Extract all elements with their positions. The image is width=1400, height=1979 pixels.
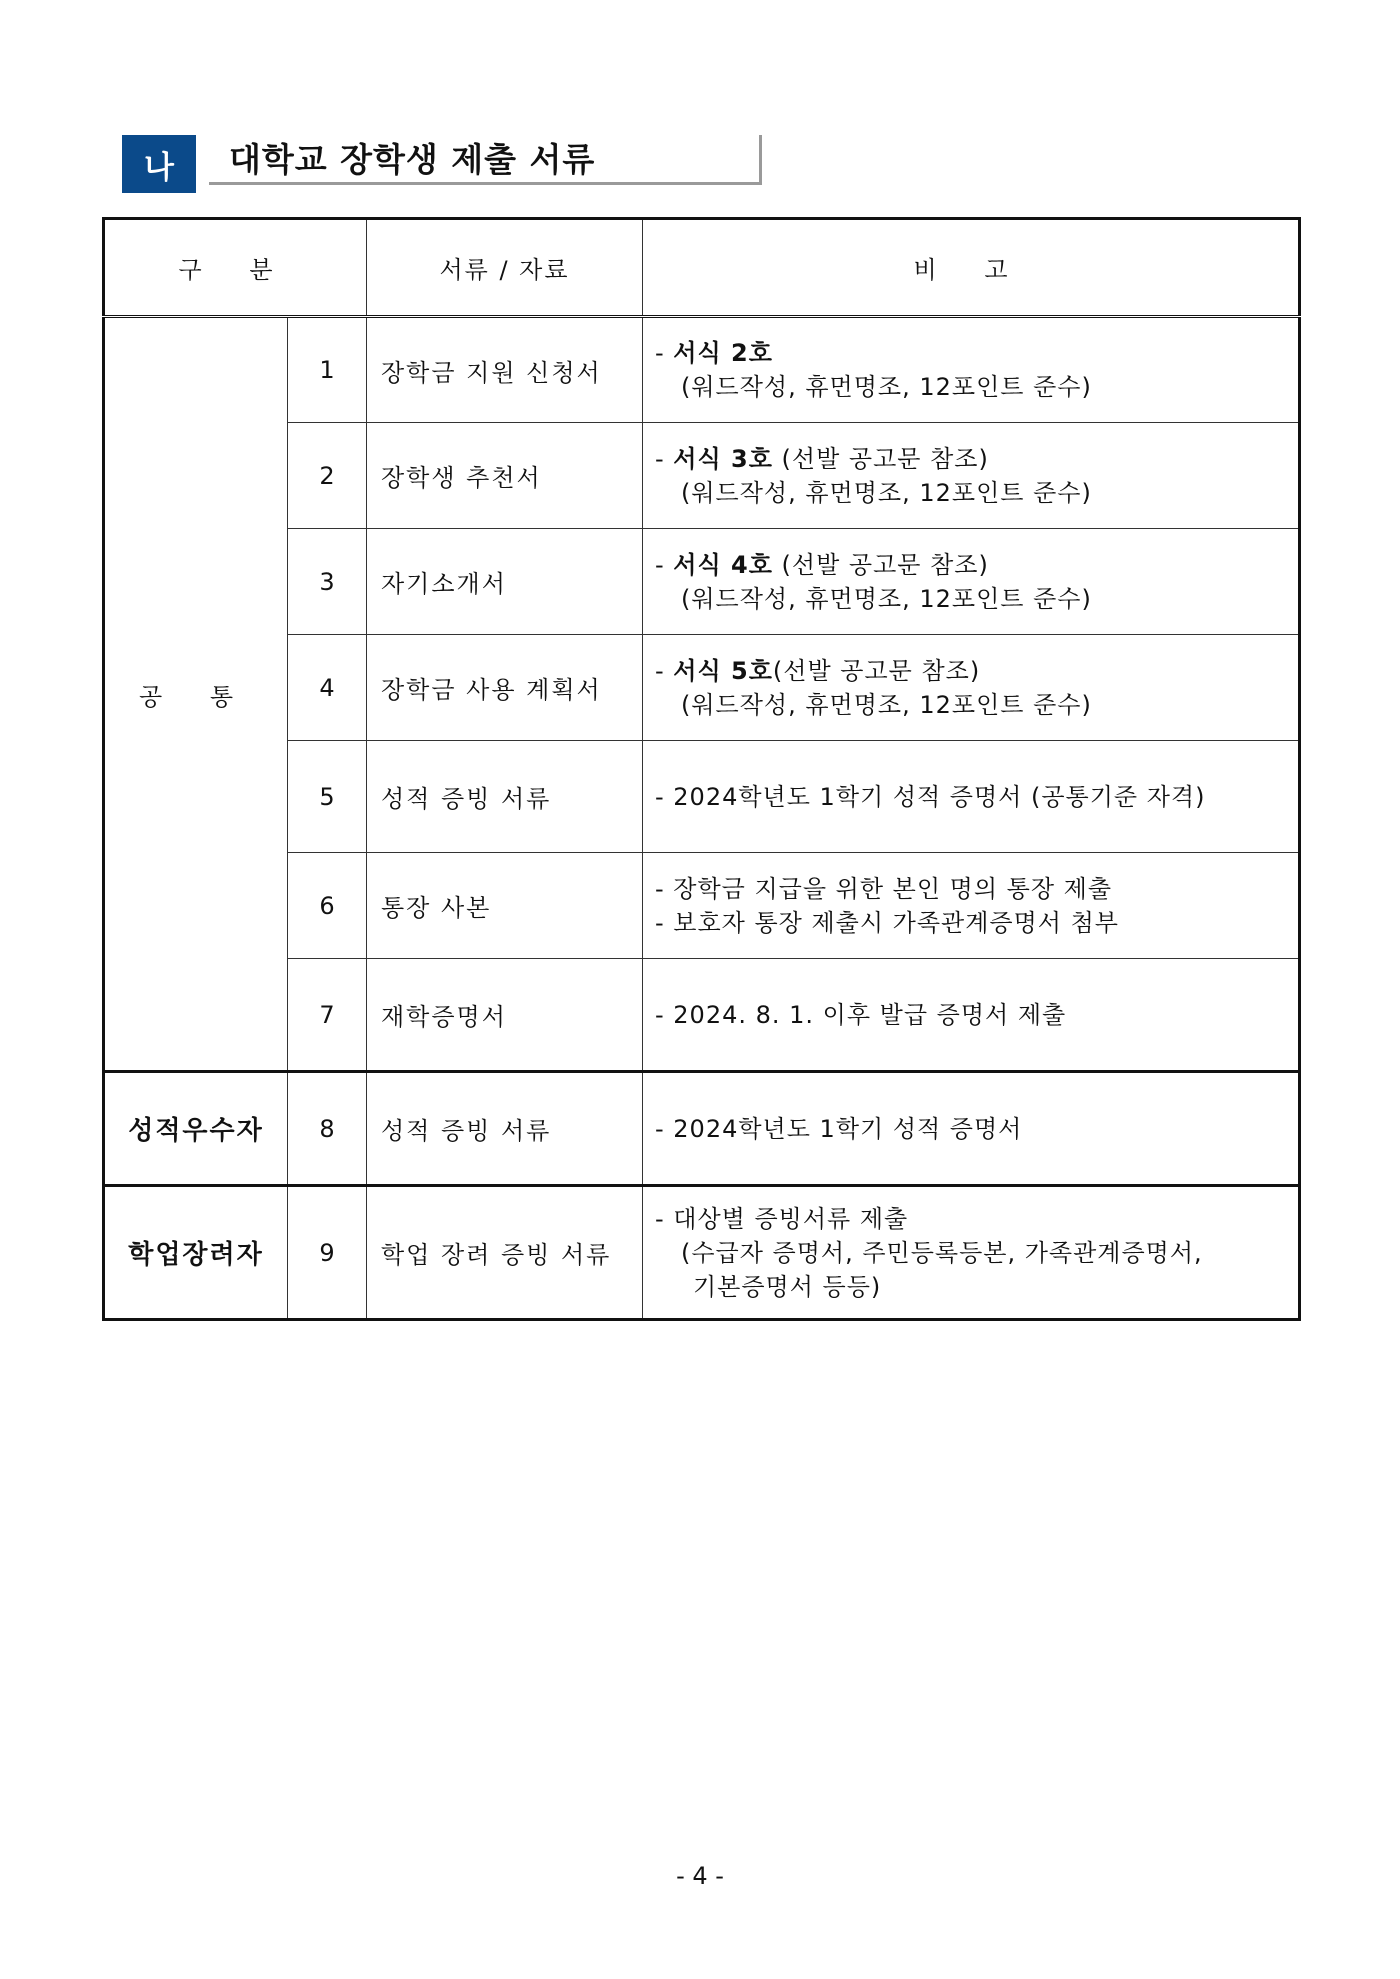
row-number: 5 xyxy=(288,741,367,853)
row-note: - 서식 4호 (선발 공고문 참조) (워드작성, 휴먼명조, 12포인트 준수) xyxy=(643,529,1300,635)
row-number: 8 xyxy=(288,1072,367,1186)
row-document: 통장 사본 xyxy=(367,853,643,959)
row-number: 4 xyxy=(288,635,367,741)
row-number: 9 xyxy=(288,1186,367,1320)
group-common: 공 통 xyxy=(104,317,288,1072)
row-note: - 2024학년도 1학기 성적 증명서 xyxy=(643,1072,1300,1186)
row-note: - 서식 5호(선발 공고문 참조) (워드작성, 휴먼명조, 12포인트 준수) xyxy=(643,635,1300,741)
row-document: 성적 증빙 서류 xyxy=(367,741,643,853)
section-badge: 나 xyxy=(122,135,196,193)
row-note: - 장학금 지급을 위한 본인 명의 통장 제출 - 보호자 통장 제출시 가족관계증명서 첨부 xyxy=(643,853,1300,959)
row-document: 재학증명서 xyxy=(367,959,643,1072)
row-document: 장학생 추천서 xyxy=(367,423,643,529)
row-document: 장학금 지원 신청서 xyxy=(367,317,643,423)
header-category: 구 분 xyxy=(104,219,367,317)
row-document: 학업 장려 증빙 서류 xyxy=(367,1186,643,1320)
row-note: - 서식 3호 (선발 공고문 참조) (워드작성, 휴먼명조, 12포인트 준수) xyxy=(643,423,1300,529)
row-number: 6 xyxy=(288,853,367,959)
group-encourage: 학업장려자 xyxy=(104,1186,288,1320)
table-row xyxy=(104,317,1300,423)
row-number: 3 xyxy=(288,529,367,635)
row-document: 성적 증빙 서류 xyxy=(367,1072,643,1186)
documents-table xyxy=(102,217,1301,1321)
group-excellent: 성적우수자 xyxy=(104,1072,288,1186)
row-number: 2 xyxy=(288,423,367,529)
section-header xyxy=(122,135,765,193)
table-row xyxy=(104,1072,1300,1186)
row-number: 1 xyxy=(288,317,367,423)
header-note: 비 고 xyxy=(643,219,1300,317)
table-header-row xyxy=(104,219,1300,317)
row-document: 자기소개서 xyxy=(367,529,643,635)
row-note: - 2024. 8. 1. 이후 발급 증명서 제출 xyxy=(643,959,1300,1072)
page-number: - 4 - xyxy=(676,1862,724,1890)
row-note: - 대상별 증빙서류 제출 (수급자 증명서, 주민등록등본, 가족관계증명서, 기본증명서 등등) xyxy=(643,1186,1300,1320)
row-note: - 2024학년도 1학기 성적 증명서 (공통기준 자격) xyxy=(643,741,1300,853)
header-document: 서류 / 자료 xyxy=(367,219,643,317)
section-title: 대학교 장학생 제출 서류 xyxy=(209,135,762,185)
row-note: - 서식 2호 (워드작성, 휴먼명조, 12포인트 준수) xyxy=(643,317,1300,423)
table-row xyxy=(104,1186,1300,1320)
row-number: 7 xyxy=(288,959,367,1072)
row-document: 장학금 사용 계획서 xyxy=(367,635,643,741)
